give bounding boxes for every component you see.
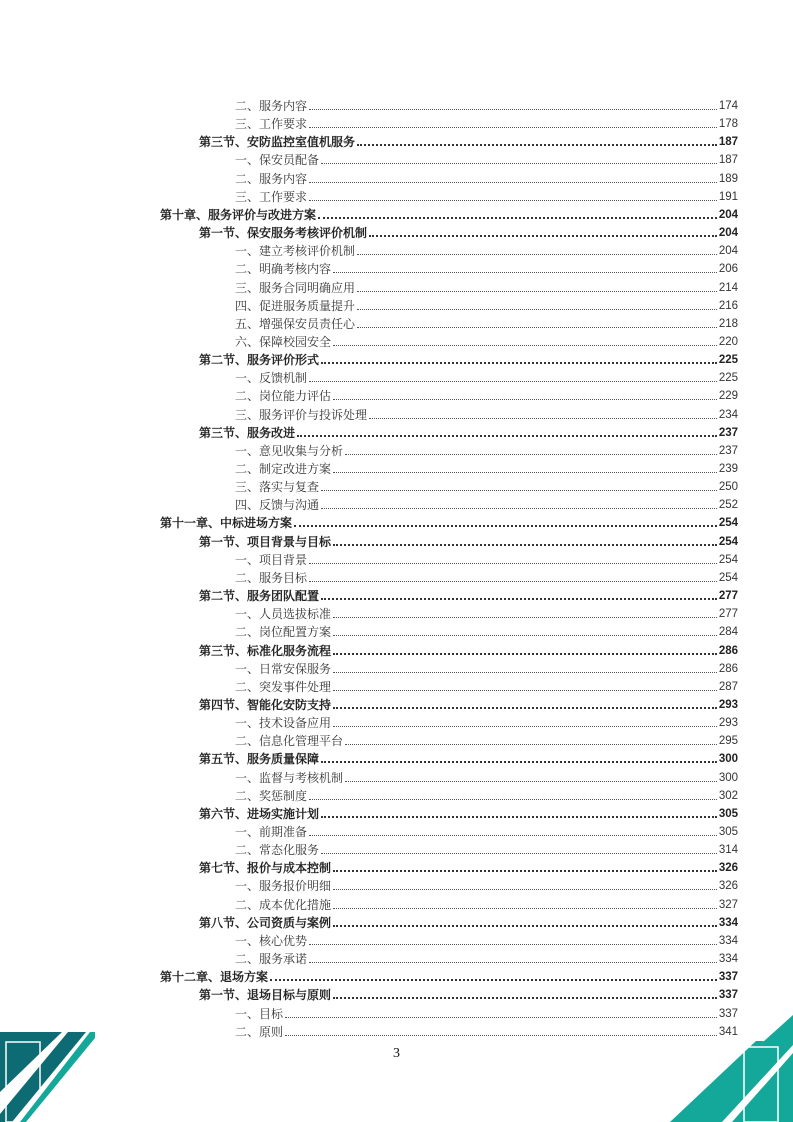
toc-entry-title: 第二节、服务评价形式	[199, 353, 320, 368]
toc-entry-title: 一、监督与考核机制	[235, 770, 344, 785]
toc-page-number: 225	[718, 372, 738, 385]
toc-subsection-entry[interactable]	[235, 621, 738, 639]
toc-section-entry[interactable]	[199, 803, 738, 821]
toc-dot-leader	[321, 598, 717, 600]
toc-chapter-entry[interactable]	[160, 966, 738, 984]
toc-dot-leader	[294, 525, 717, 527]
toc-section-entry[interactable]	[199, 422, 738, 440]
toc-entry-title: 二、信息化管理平台	[235, 734, 344, 749]
toc-dot-leader	[333, 997, 717, 999]
toc-page-number: 327	[718, 898, 738, 911]
toc-subsection-entry[interactable]	[235, 404, 738, 422]
toc-section-entry[interactable]	[199, 349, 738, 367]
toc-subsection-entry[interactable]	[235, 930, 738, 948]
toc-page-number: 305	[718, 807, 738, 820]
page-number: 3	[393, 1046, 400, 1061]
toc-entry-title: 三、服务合同明确应用	[235, 280, 356, 295]
toc-subsection-entry[interactable]	[235, 295, 738, 313]
toc-entry-title: 五、增强保安员责任心	[235, 316, 356, 331]
toc-entry-title: 第八节、公司资质与案例	[199, 915, 332, 930]
toc-entry-title: 一、反馈机制	[235, 371, 308, 386]
toc-dot-leader	[321, 761, 717, 763]
toc-page-number: 337	[718, 971, 738, 984]
toc-subsection-entry[interactable]	[235, 458, 738, 476]
toc-page-number: 237	[718, 444, 738, 457]
toc-chapter-entry[interactable]	[160, 204, 738, 222]
toc-subsection-entry[interactable]	[235, 839, 738, 857]
toc-dot-leader	[333, 635, 717, 636]
toc-dot-leader	[321, 163, 717, 164]
toc-entry-title: 二、常态化服务	[235, 843, 320, 858]
toc-page-number: 218	[718, 317, 738, 330]
toc-subsection-entry[interactable]	[235, 712, 738, 730]
toc-page-number: 250	[718, 481, 738, 494]
toc-entry-title: 第二节、服务团队配置	[199, 589, 320, 604]
toc-page-number: 326	[718, 862, 738, 875]
toc-page-number: 277	[718, 608, 738, 621]
toc-subsection-entry[interactable]	[235, 258, 738, 276]
toc-dot-leader	[309, 799, 717, 800]
toc-subsection-entry[interactable]	[235, 277, 738, 295]
toc-page-number: 220	[718, 335, 738, 348]
toc-page-number: 300	[718, 753, 738, 766]
toc-dot-leader	[285, 1017, 717, 1018]
toc-page-number: 295	[718, 735, 738, 748]
toc-page-number: 286	[718, 644, 738, 657]
toc-page-number: 174	[718, 100, 738, 112]
toc-subsection-entry[interactable]	[235, 476, 738, 494]
toc-dot-leader	[333, 544, 717, 546]
toc-dot-leader	[357, 291, 717, 292]
toc-dot-leader	[309, 182, 717, 183]
toc-dot-leader	[321, 816, 717, 818]
toc-page-number: 293	[718, 698, 738, 711]
toc-dot-leader	[369, 418, 717, 419]
toc-subsection-entry[interactable]	[235, 894, 738, 912]
toc-page-number: 254	[718, 553, 738, 566]
toc-chapter-entry[interactable]	[160, 512, 738, 530]
corner-decoration-right	[660, 1015, 793, 1122]
toc-dot-leader	[357, 327, 717, 328]
toc-page-number: 189	[718, 172, 738, 185]
toc-section-entry[interactable]	[199, 131, 738, 149]
toc-entry-title: 二、突发事件处理	[235, 679, 332, 694]
toc-entry-title: 第十章、服务评价与改进方案	[160, 207, 317, 222]
toc-dot-leader	[297, 435, 717, 437]
toc-entry-title: 第三节、标准化服务流程	[199, 643, 332, 658]
toc-dot-leader	[345, 781, 717, 782]
toc-section-entry[interactable]	[199, 531, 738, 549]
toc-entry-title: 一、核心优势	[235, 933, 308, 948]
toc-dot-leader	[345, 454, 717, 455]
toc-subsection-entry[interactable]	[235, 603, 738, 621]
toc-page-number: 334	[718, 934, 738, 947]
toc-entry-title: 二、服务内容	[235, 171, 308, 186]
toc-dot-leader	[333, 399, 717, 400]
toc-dot-leader	[309, 835, 717, 836]
toc-entry-title: 三、工作要求	[235, 117, 308, 132]
toc-page-number: 286	[718, 662, 738, 675]
toc-subsection-entry[interactable]	[235, 313, 738, 331]
toc-entry-title: 三、服务评价与投诉处理	[235, 407, 368, 422]
toc-entry-title: 第一节、保安服务考核评价机制	[199, 226, 368, 241]
toc-page-number: 191	[718, 190, 738, 203]
toc-subsection-entry[interactable]	[235, 676, 738, 694]
toc-page-number: 204	[718, 208, 738, 221]
toc-page-number: 300	[718, 771, 738, 784]
toc-subsection-entry[interactable]	[235, 113, 738, 131]
toc-entry-title: 六、保障校园安全	[235, 334, 332, 349]
toc-entry-title: 一、保安员配备	[235, 153, 320, 168]
toc-page-number: 254	[718, 571, 738, 584]
toc-section-entry[interactable]	[199, 748, 738, 766]
toc-dot-leader	[309, 581, 717, 582]
toc-entry-title: 第四节、智能化安防支持	[199, 697, 332, 712]
corner-decoration-left	[0, 1030, 95, 1122]
toc-page-number: 334	[718, 916, 738, 929]
toc-entry-title: 四、反馈与沟通	[235, 498, 320, 513]
toc-page-number: 254	[718, 517, 738, 530]
toc-entry-title: 二、奖惩制度	[235, 788, 308, 803]
toc-entry-title: 二、岗位配置方案	[235, 625, 332, 640]
toc-entry-title: 第七节、报价与成本控制	[199, 861, 332, 876]
toc-section-entry[interactable]	[199, 857, 738, 875]
toc-entry-title: 四、促进服务质量提升	[235, 298, 356, 313]
toc-subsection-entry[interactable]	[235, 186, 738, 204]
toc-dot-leader	[309, 962, 717, 963]
toc-page-number: 252	[718, 499, 738, 512]
toc-dot-leader	[333, 889, 717, 890]
toc-entry-title: 第五节、服务质量保障	[199, 752, 320, 767]
toc-entry-title: 一、意见收集与分析	[235, 443, 344, 458]
toc-page-number: 254	[718, 535, 738, 548]
toc-entry-title: 第三节、服务改进	[199, 425, 296, 440]
toc-section-entry[interactable]	[199, 222, 738, 240]
toc-dot-leader	[321, 853, 717, 854]
toc-page-number: 284	[718, 626, 738, 639]
toc-section-entry[interactable]	[199, 984, 738, 1002]
toc-dot-leader	[321, 490, 717, 491]
toc-dot-leader	[357, 144, 717, 146]
toc-dot-leader	[333, 726, 717, 727]
toc-entry-title: 二、岗位能力评估	[235, 389, 332, 404]
toc-dot-leader	[309, 127, 717, 128]
toc-section-entry[interactable]	[199, 912, 738, 930]
toc-page-number: 234	[718, 408, 738, 421]
toc-dot-leader	[369, 235, 717, 237]
toc-dot-leader	[318, 217, 717, 219]
toc-page-number: 305	[718, 826, 738, 838]
toc-page-number: 334	[718, 953, 738, 966]
toc-dot-leader	[345, 744, 717, 745]
toc-subsection-entry[interactable]	[235, 440, 738, 458]
toc-page-number: 204	[718, 245, 738, 258]
toc-entry-title: 一、服务报价明细	[235, 879, 332, 894]
toc-entry-title: 一、建立考核评价机制	[235, 244, 356, 259]
toc-subsection-entry[interactable]	[235, 948, 738, 966]
toc-subsection-entry[interactable]	[235, 785, 738, 803]
toc-section-entry[interactable]	[199, 694, 738, 712]
toc-entry-title: 二、制定改进方案	[235, 462, 332, 476]
toc-dot-leader	[309, 200, 717, 201]
toc-dot-leader	[321, 508, 717, 509]
toc-dot-leader	[333, 345, 717, 346]
toc-entry-title: 第一节、退场目标与原则	[199, 988, 332, 1003]
toc-page-number: 237	[718, 426, 738, 439]
toc-subsection-entry[interactable]	[235, 240, 738, 258]
toc-entry-title: 二、成本优化措施	[235, 897, 332, 912]
toc-entry-title: 三、工作要求	[235, 189, 308, 204]
toc-entry-title: 一、项目背景	[235, 552, 308, 567]
toc-section-entry[interactable]	[199, 640, 738, 658]
toc-subsection-entry[interactable]	[235, 367, 738, 385]
toc-dot-leader	[309, 381, 717, 382]
toc-page-number: 225	[718, 354, 738, 367]
toc-dot-leader	[321, 362, 717, 364]
toc-page-number: 187	[718, 136, 738, 149]
toc-subsection-entry[interactable]	[235, 149, 738, 167]
toc-page-number: 337	[718, 1007, 738, 1020]
toc-page-number: 341	[718, 1025, 738, 1038]
toc-dot-leader	[333, 272, 717, 273]
toc-dot-leader	[333, 870, 717, 872]
toc-entry-title: 二、原则	[235, 1024, 284, 1039]
toc-dot-leader	[309, 944, 717, 945]
toc-entry-title: 第十一章、中标进场方案	[160, 516, 293, 531]
toc-dot-leader	[333, 617, 717, 618]
toc-dot-leader	[333, 925, 717, 927]
toc-page-number: 229	[718, 390, 738, 403]
toc-page-number: 326	[718, 880, 738, 893]
toc-subsection-entry[interactable]	[235, 168, 738, 186]
toc-page-number: 214	[718, 281, 738, 294]
toc-page-number: 206	[718, 263, 738, 276]
toc-dot-leader	[357, 254, 717, 255]
toc-subsection-entry[interactable]	[235, 658, 738, 676]
toc-page-number: 293	[718, 717, 738, 730]
toc-subsection-entry[interactable]	[235, 821, 738, 839]
toc-page-number: 216	[718, 299, 738, 312]
toc-subsection-entry[interactable]	[235, 549, 738, 567]
toc-dot-leader	[309, 109, 717, 110]
toc-page-number: 337	[718, 989, 738, 1002]
toc-page-number: 204	[718, 227, 738, 240]
toc-subsection-entry[interactable]	[235, 385, 738, 403]
toc-dot-leader	[333, 653, 717, 655]
toc-entry-title: 一、前期准备	[235, 825, 308, 839]
toc-dot-leader	[333, 472, 717, 473]
toc-subsection-entry[interactable]	[235, 567, 738, 585]
toc-entry-title: 三、落实与复查	[235, 480, 320, 495]
toc-subsection-entry[interactable]	[235, 767, 738, 785]
toc-subsection-entry[interactable]	[235, 875, 738, 893]
toc-page-number: 187	[718, 154, 738, 167]
toc-section-entry[interactable]	[199, 585, 738, 603]
toc-subsection-entry[interactable]	[235, 494, 738, 512]
toc-dot-leader	[285, 1035, 717, 1036]
toc-entry-title: 第一节、项目背景与目标	[199, 534, 332, 549]
toc-entry-title: 第三节、安防监控室值机服务	[199, 135, 356, 150]
toc-subsection-entry[interactable]	[235, 95, 738, 113]
toc-subsection-entry[interactable]	[235, 331, 738, 349]
toc-entry-title: 一、日常安保服务	[235, 661, 332, 676]
toc-dot-leader	[333, 672, 717, 673]
toc-page-number: 287	[718, 680, 738, 693]
toc-dot-leader	[333, 690, 717, 691]
toc-entry-title: 二、服务内容	[235, 99, 308, 113]
toc-dot-leader	[333, 707, 717, 709]
toc-dot-leader	[309, 563, 717, 564]
toc-page-number: 178	[718, 118, 738, 131]
toc-page-number: 302	[718, 789, 738, 802]
toc-subsection-entry[interactable]	[235, 730, 738, 748]
toc-entry-title: 第六节、进场实施计划	[199, 806, 320, 821]
toc-entry-title: 二、明确考核内容	[235, 262, 332, 277]
toc-entry-title: 二、服务目标	[235, 570, 308, 585]
toc-entry-title: 一、目标	[235, 1006, 284, 1021]
toc-entry-title: 一、技术设备应用	[235, 716, 332, 731]
toc-dot-leader	[357, 309, 717, 310]
toc-entry-title: 一、人员选拔标准	[235, 607, 332, 622]
toc-dot-leader	[333, 908, 717, 909]
toc-page-number: 277	[718, 590, 738, 603]
toc-dot-leader	[270, 979, 717, 981]
toc-entry-title: 二、服务承诺	[235, 952, 308, 967]
toc-entry-title: 第十二章、退场方案	[160, 970, 269, 985]
toc-page-number: 314	[718, 844, 738, 857]
toc-page-number: 239	[718, 463, 738, 475]
